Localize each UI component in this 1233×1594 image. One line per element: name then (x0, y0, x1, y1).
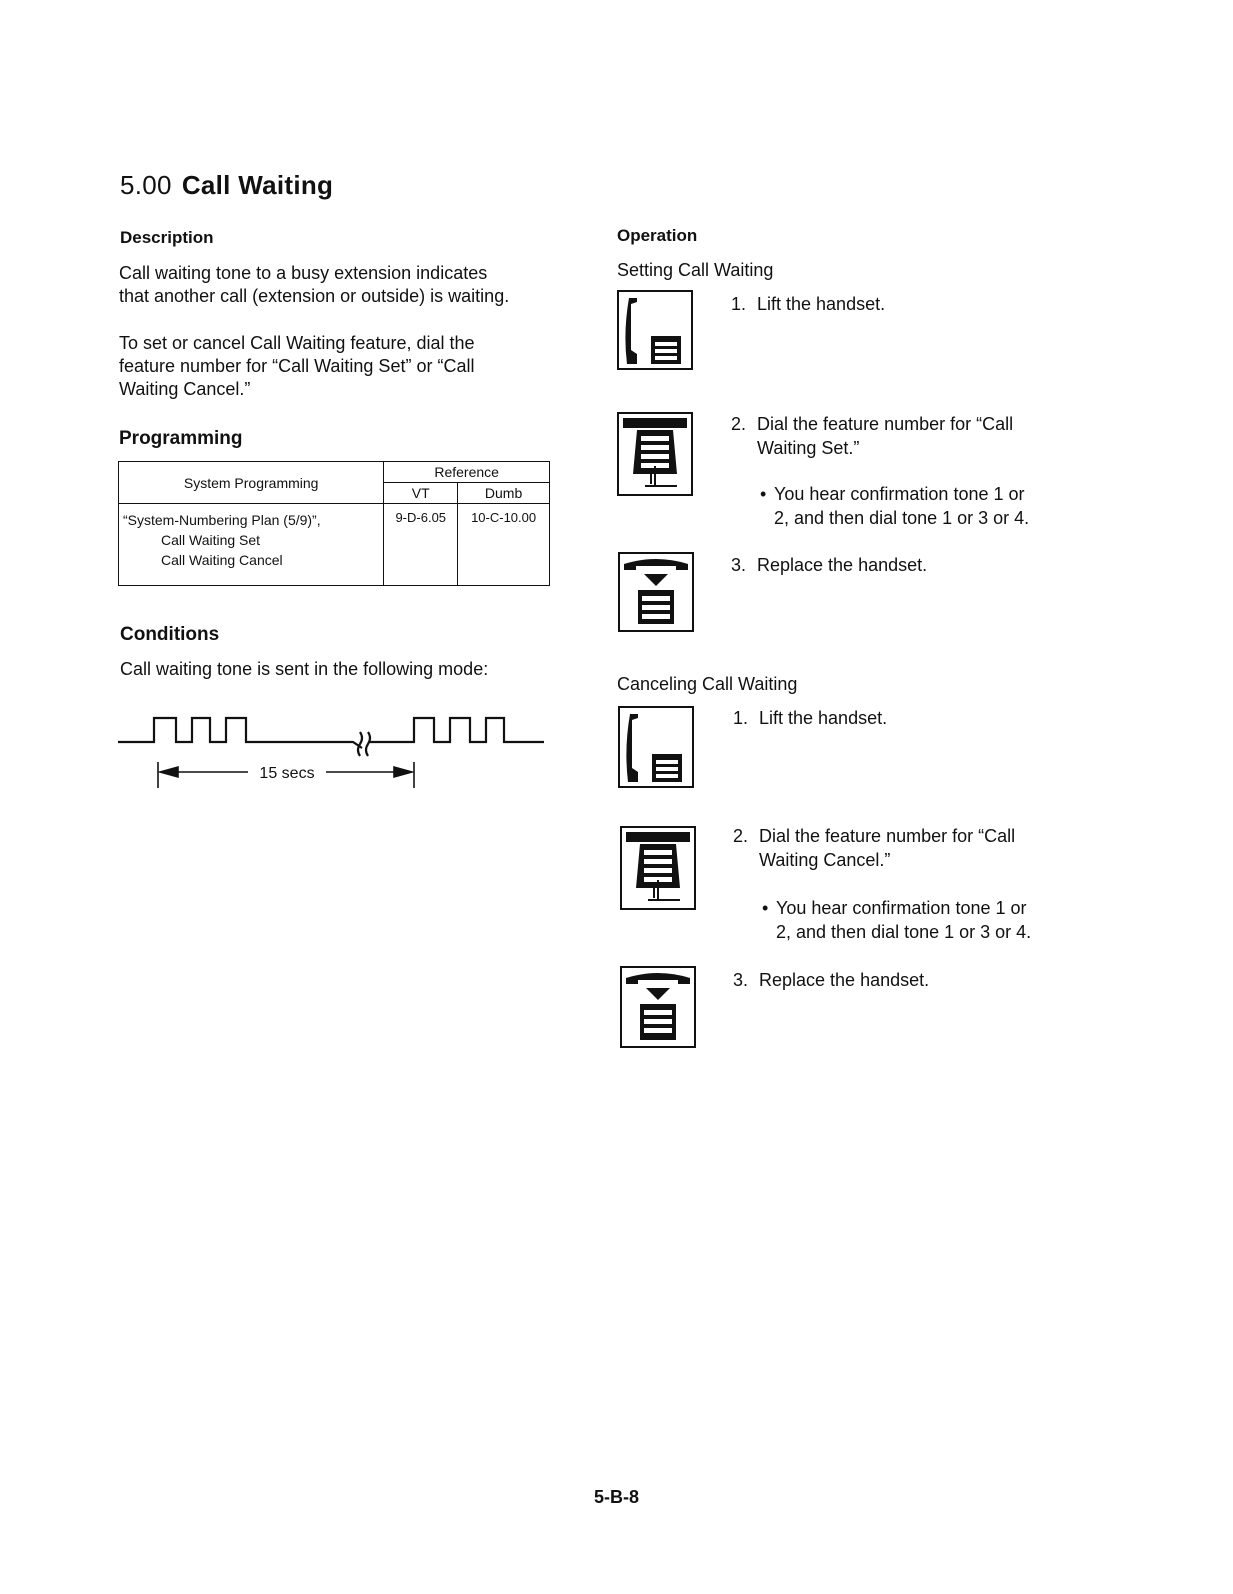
replace-handset-icon (618, 552, 694, 632)
dial-keypad-icon (617, 412, 693, 496)
duration-label: 15 secs (259, 765, 315, 782)
conditions-text: Call waiting tone is sent in the following mode: (120, 659, 489, 679)
setting-bullet (760, 482, 1029, 530)
operation-heading: Operation (617, 226, 698, 245)
dumb-header: Dumb (458, 483, 550, 504)
description-heading: Description (120, 228, 214, 247)
conditions-heading: Conditions (120, 624, 220, 645)
step-number: 2. (733, 826, 749, 846)
lift-handset-icon (617, 290, 693, 370)
text-line: that another call (extension or outside) is waiting. (119, 286, 510, 306)
setting-step-1 (731, 292, 885, 316)
vt-header: VT (384, 483, 458, 504)
dumb-value: 10-C-10.00 (458, 504, 550, 586)
bullet-text: You hear confirmation tone 1 or (774, 484, 1025, 504)
tone-waveform (118, 718, 544, 756)
step-text: Dial the feature number for “Call (757, 414, 1014, 434)
step-text: Lift the handset. (757, 294, 886, 314)
programming-heading: Programming (119, 428, 243, 449)
step-number: 2. (731, 414, 747, 434)
description-paragraph-1 (119, 262, 509, 308)
bullet-text: You hear confirmation tone 1 or (776, 898, 1027, 918)
text-line: feature number for “Call Waiting Set” or “Call (119, 356, 475, 376)
step-number: 3. (731, 555, 747, 575)
setting-heading: Setting Call Waiting (617, 260, 774, 280)
canceling-bullet (762, 896, 1031, 944)
row-line: Call Waiting Set (161, 532, 261, 548)
page-title (120, 170, 333, 201)
text-line: Call waiting tone to a busy extension indicates (119, 263, 488, 283)
replace-handset-icon (620, 966, 696, 1048)
canceling-step-1 (733, 706, 887, 730)
page-number: 5-B-8 (593, 1487, 639, 1507)
canceling-step-2 (733, 824, 1015, 872)
setting-step-3 (731, 553, 927, 577)
section-title: Call Waiting (181, 170, 334, 200)
row-line: Call Waiting Cancel (161, 552, 283, 568)
step-text: Lift the handset. (759, 708, 888, 728)
tone-pattern-diagram (110, 700, 560, 800)
text-line: Waiting Cancel.” (119, 379, 251, 399)
system-programming-header: System Programming (119, 462, 384, 504)
vt-value: 9-D-6.05 (384, 504, 458, 586)
canceling-heading: Canceling Call Waiting (617, 674, 798, 694)
step-text: Replace the handset. (759, 970, 930, 990)
text-line: To set or cancel Call Waiting feature, dial the (119, 333, 475, 353)
canceling-step-3 (733, 968, 929, 992)
bullet-text: 2, and then dial tone 1 or 3 or 4. (776, 922, 1032, 942)
step-text: Replace the handset. (757, 555, 928, 575)
step-number: 1. (733, 708, 749, 728)
bullet-text: 2, and then dial tone 1 or 3 or 4. (774, 508, 1030, 528)
section-number: 5.00 (120, 170, 172, 200)
description-paragraph-2 (119, 332, 475, 401)
table-row-label (119, 504, 384, 586)
dial-keypad-icon (620, 826, 696, 910)
row-line: “System-Numbering Plan (5/9)”, (123, 512, 321, 528)
bullet-icon: • (760, 484, 767, 504)
step-text: Dial the feature number for “Call (759, 826, 1016, 846)
step-number: 1. (731, 294, 747, 314)
step-text: Waiting Cancel.” (759, 850, 891, 870)
lift-handset-icon (618, 706, 694, 788)
reference-header: Reference (384, 462, 550, 483)
step-number: 3. (733, 970, 749, 990)
bullet-icon: • (762, 898, 769, 918)
step-text: Waiting Set.” (757, 438, 860, 458)
setting-step-2 (731, 412, 1013, 460)
programming-table (118, 461, 550, 586)
